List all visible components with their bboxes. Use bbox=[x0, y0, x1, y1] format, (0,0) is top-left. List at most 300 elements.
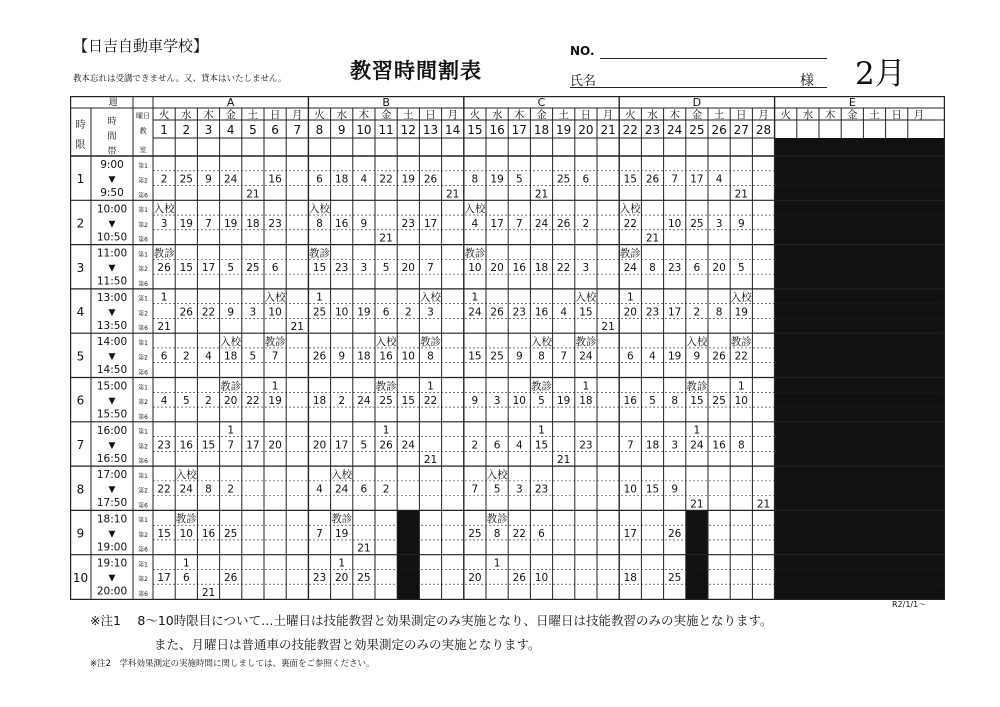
schedule-cell: 入校 bbox=[686, 335, 708, 348]
day-header: 日 bbox=[269, 109, 281, 121]
date-header: 3 bbox=[204, 123, 213, 137]
week-label: 週 bbox=[108, 98, 118, 108]
schedule-cell: 教診 bbox=[486, 513, 508, 526]
room-label: 第1 bbox=[138, 162, 148, 170]
schedule-cell: 教診 bbox=[264, 335, 286, 348]
schedule-cell: 24 bbox=[335, 483, 349, 496]
name-field-line bbox=[570, 87, 827, 88]
schedule-cell: 23 bbox=[335, 262, 349, 275]
room-label: 第2 bbox=[138, 177, 148, 185]
room-label: 第6 bbox=[138, 591, 148, 598]
schedule-cell: 5 bbox=[382, 262, 390, 275]
schedule-cell: 15 bbox=[401, 395, 415, 408]
schedule-cell: 1 bbox=[626, 291, 634, 304]
schedule-cell: 16 bbox=[623, 395, 637, 408]
room-label: 第1 bbox=[138, 428, 148, 436]
schedule-cell: 26 bbox=[712, 350, 726, 363]
schedule-cell: 17 bbox=[423, 217, 438, 230]
room-label: 第6 bbox=[138, 502, 148, 510]
day-header: 火 bbox=[469, 109, 481, 121]
day-header: 水 bbox=[491, 109, 503, 121]
schedule-cell: 8 bbox=[427, 350, 434, 363]
period-start-time: 19:10 bbox=[96, 557, 128, 570]
schedule-cell: 2 bbox=[182, 350, 190, 363]
schedule-cell: 10 bbox=[179, 527, 193, 540]
notice-text: 教本忘れは受講できません。又、貸本はいたしません。 bbox=[73, 74, 287, 84]
room-label: 第6 bbox=[138, 458, 148, 466]
schedule-cell: 9 bbox=[515, 350, 523, 363]
period-number: 8 bbox=[76, 482, 85, 497]
schedule-cell: 22 bbox=[623, 217, 637, 230]
day-header: 日 bbox=[580, 109, 592, 121]
schedule-cell: 入校 bbox=[375, 335, 397, 348]
schedule-cell: 2 bbox=[582, 217, 590, 230]
schedule-cell: 22 bbox=[157, 483, 171, 496]
schedule-cell: 10 bbox=[401, 350, 415, 363]
schedule-cell: 20 bbox=[623, 306, 637, 319]
time-arrow-icon: ▼ bbox=[108, 396, 116, 407]
week-label-C: C bbox=[537, 96, 546, 109]
schedule-cell: 19 bbox=[490, 173, 504, 186]
room-label: 第2 bbox=[138, 354, 148, 362]
schedule-cell: 18 bbox=[312, 395, 327, 408]
date-header: 13 bbox=[422, 123, 439, 137]
schedule-cell: 4 bbox=[316, 483, 323, 496]
day-header: 金 bbox=[380, 109, 392, 121]
schedule-cell: 25 bbox=[224, 527, 238, 540]
schedule-cell: 1 bbox=[316, 291, 323, 304]
period-header: 時 bbox=[75, 120, 86, 131]
schedule-cell: 17 bbox=[623, 527, 637, 540]
schedule-cell: 3 bbox=[360, 262, 368, 275]
schedule-cell: 教診 bbox=[619, 247, 641, 260]
period-number: 4 bbox=[76, 305, 85, 320]
schedule-cell: 21 bbox=[357, 542, 371, 555]
schedule-cell: 23 bbox=[157, 439, 171, 452]
schedule-cell: 10 bbox=[623, 483, 637, 496]
date-header: 9 bbox=[337, 123, 346, 137]
day-header: 火 bbox=[314, 109, 325, 121]
date-header: 4 bbox=[226, 123, 235, 137]
schedule-cell: 21 bbox=[645, 232, 660, 245]
schedule-cell: 2 bbox=[693, 306, 701, 319]
room-label: 第2 bbox=[138, 266, 148, 274]
schedule-cell: 16 bbox=[512, 262, 526, 275]
schedule-cell: 6 bbox=[271, 262, 279, 275]
schedule-cell: 26 bbox=[645, 173, 660, 186]
schedule-cell: 15 bbox=[534, 439, 549, 452]
schedule-cell: 6 bbox=[582, 173, 590, 186]
schedule-cell: 1 bbox=[227, 424, 235, 437]
room-label: 第6 bbox=[138, 369, 148, 377]
schedule-cell: 3 bbox=[671, 439, 679, 452]
period-end-time: 15:50 bbox=[96, 408, 128, 421]
day-header: 日 bbox=[736, 109, 747, 121]
week-label-D: D bbox=[692, 96, 702, 109]
schedule-cell: 24 bbox=[179, 483, 193, 496]
day-header: 土 bbox=[403, 109, 414, 121]
schedule-cell: 25 bbox=[312, 306, 327, 319]
schedule-cell: 17 bbox=[335, 439, 349, 452]
schedule-cell: 22 bbox=[557, 262, 571, 275]
schedule-cell: 19 bbox=[557, 395, 571, 408]
schedule-cell: 9 bbox=[205, 173, 212, 186]
schedule-cell: 10 bbox=[512, 395, 526, 408]
schedule-cell: 21 bbox=[423, 454, 438, 467]
schedule-cell: 6 bbox=[160, 350, 168, 363]
schedule-cell: 23 bbox=[668, 262, 682, 275]
period-end-time: 14:50 bbox=[96, 364, 128, 377]
schedule-cell: 入校 bbox=[486, 468, 508, 481]
period-start-time: 11:00 bbox=[96, 247, 128, 260]
schedule-cell: 3 bbox=[515, 483, 523, 496]
period-number: 5 bbox=[76, 349, 85, 364]
schedule-cell: 16 bbox=[712, 439, 726, 452]
schedule-cell: 21 bbox=[246, 188, 260, 201]
schedule-cell: 15 bbox=[623, 173, 637, 186]
schedule-cell: 教診 bbox=[686, 380, 708, 393]
schedule-cell: 24 bbox=[468, 306, 482, 319]
date-header: 28 bbox=[755, 123, 772, 137]
schedule-cell: 18 bbox=[623, 572, 637, 585]
schedule-cell: 1 bbox=[538, 424, 545, 437]
schedule-cell: 26 bbox=[557, 217, 571, 230]
schedule-cell: 23 bbox=[512, 306, 526, 319]
date-header: 25 bbox=[689, 123, 705, 137]
day-header: 土 bbox=[713, 109, 725, 121]
schedule-cell: 教診 bbox=[531, 380, 552, 393]
room-label: 第1 bbox=[138, 251, 148, 259]
schedule-cell: 8 bbox=[737, 439, 745, 452]
room-label: 第6 bbox=[138, 192, 148, 200]
day-header: 金 bbox=[225, 109, 236, 121]
schedule-cell: 入校 bbox=[575, 291, 597, 304]
schedule-cell: 19 bbox=[734, 306, 748, 319]
schedule-cell: 9 bbox=[693, 350, 701, 363]
day-header: 月 bbox=[758, 109, 769, 121]
period-start-time: 14:00 bbox=[96, 336, 128, 349]
schedule-cell: 入校 bbox=[309, 203, 330, 216]
day-header: 月 bbox=[292, 109, 303, 121]
schedule-cell: 7 bbox=[671, 173, 679, 186]
school-name: 【日吉自動車学校】 bbox=[73, 37, 209, 55]
schedule-cell: 7 bbox=[515, 217, 523, 230]
number-label: NO. bbox=[570, 44, 595, 58]
schedule-cell: 26 bbox=[490, 306, 504, 319]
schedule-cell: 10 bbox=[268, 306, 282, 319]
schedule-cell: 19 bbox=[224, 217, 238, 230]
schedule-cell: 3 bbox=[160, 217, 168, 230]
page-title: 教習時間割表 bbox=[350, 59, 482, 83]
schedule-cell: 6 bbox=[316, 173, 323, 186]
schedule-cell: 18 bbox=[246, 217, 260, 230]
schedule-cell: 16 bbox=[335, 217, 349, 230]
schedule-cell: 6 bbox=[493, 439, 501, 452]
schedule-cell: 9 bbox=[737, 217, 745, 230]
schedule-cell: 1 bbox=[493, 557, 501, 570]
schedule-cell: 22 bbox=[201, 306, 216, 319]
schedule-cell: 15 bbox=[179, 262, 193, 275]
schedule-cell: 16 bbox=[379, 350, 393, 363]
period-number: 2 bbox=[76, 216, 85, 231]
schedule-cell: 1 bbox=[182, 557, 190, 570]
schedule-cell: 21 bbox=[157, 321, 171, 334]
schedule-cell: 23 bbox=[645, 306, 660, 319]
schedule-cell: 23 bbox=[268, 217, 282, 230]
schedule-cell: 7 bbox=[271, 350, 279, 363]
note-1: ※注1 8～10時限目について…土曜日は技能教習と効果測定のみ実施となり、日曜日は技能教習のみの実施となります。 bbox=[90, 613, 773, 628]
schedule-cell: 25 bbox=[490, 350, 504, 363]
schedule-cell: 25 bbox=[246, 262, 260, 275]
schedule-cell: 26 bbox=[668, 527, 682, 540]
schedule-cell: 9 bbox=[227, 306, 235, 319]
schedule-cell: 22 bbox=[379, 173, 393, 186]
schedule-cell: 6 bbox=[382, 306, 390, 319]
period-number: 7 bbox=[76, 437, 85, 452]
date-header: 10 bbox=[356, 123, 372, 137]
schedule-cell: 8 bbox=[671, 395, 679, 408]
schedule-cell: 6 bbox=[693, 262, 701, 275]
schedule-cell: 1 bbox=[427, 380, 434, 393]
schedule-cell: 教診 bbox=[575, 335, 597, 348]
schedule-cell: 5 bbox=[360, 439, 368, 452]
schedule-cell: 6 bbox=[538, 527, 545, 540]
date-header: 21 bbox=[600, 123, 616, 137]
period-end-time: 13:50 bbox=[96, 319, 128, 332]
room-label: 第2 bbox=[138, 443, 148, 451]
schedule-cell: 17 bbox=[201, 262, 216, 275]
room-label: 第6 bbox=[138, 546, 148, 554]
schedule-cell: 26 bbox=[512, 572, 526, 585]
period-number: 9 bbox=[76, 526, 85, 541]
schedule-cell: 入校 bbox=[730, 291, 752, 304]
time-arrow-icon: ▼ bbox=[108, 307, 116, 318]
schedule-cell: 17 bbox=[490, 217, 504, 230]
schedule-cell: 7 bbox=[427, 262, 434, 275]
schedule-cell: 18 bbox=[645, 439, 660, 452]
schedule-cell: 1 bbox=[271, 380, 279, 393]
room-header-label: 教 bbox=[139, 127, 147, 135]
schedule-cell: 18 bbox=[357, 350, 371, 363]
name-label: 氏名 bbox=[570, 74, 597, 89]
day-header: 火 bbox=[625, 109, 636, 121]
schedule-cell: 18 bbox=[335, 173, 349, 186]
schedule-cell: 17 bbox=[668, 306, 682, 319]
schedule-cell: 教診 bbox=[420, 335, 441, 348]
schedule-cell: 5 bbox=[693, 527, 701, 540]
date-header: 1 bbox=[160, 123, 168, 137]
schedule-cell: 16 bbox=[534, 306, 549, 319]
schedule-cell: 18 bbox=[579, 395, 593, 408]
room-label: 第1 bbox=[138, 472, 148, 480]
date-header: 6 bbox=[271, 123, 279, 137]
room-label: 第2 bbox=[138, 487, 148, 495]
schedule-cell: 21 bbox=[201, 587, 216, 599]
period-number: 6 bbox=[76, 393, 85, 408]
day-header: 月 bbox=[447, 109, 458, 121]
schedule-cell: 21 bbox=[290, 321, 304, 334]
schedule-cell: 20 bbox=[335, 572, 349, 585]
schedule-cell: 26 bbox=[423, 173, 438, 186]
schedule-cell: 10 bbox=[335, 306, 349, 319]
schedule-cell: 3 bbox=[427, 306, 434, 319]
period-end-time: 20:00 bbox=[96, 585, 128, 598]
date-header: 12 bbox=[400, 123, 416, 137]
schedule-cell: 入校 bbox=[420, 291, 441, 304]
date-header: 16 bbox=[489, 123, 505, 137]
schedule-cell: 2 bbox=[471, 439, 479, 452]
schedule-cell: 25 bbox=[557, 173, 571, 186]
room-label: 第2 bbox=[138, 531, 148, 539]
period-number: 10 bbox=[72, 570, 89, 585]
schedule-cell: 20 bbox=[312, 439, 327, 452]
week-label-B: B bbox=[382, 96, 390, 109]
time-header: 帯 bbox=[107, 147, 117, 157]
day-header: 木 bbox=[669, 109, 680, 121]
schedule-cell: 21 bbox=[446, 188, 460, 201]
schedule-cell: 4 bbox=[360, 173, 368, 186]
schedule-cell: 1 bbox=[338, 557, 346, 570]
schedule-cell: 入校 bbox=[331, 468, 353, 481]
date-header: 22 bbox=[622, 123, 638, 137]
date-header: 20 bbox=[578, 123, 594, 137]
schedule-cell: 19 bbox=[668, 350, 682, 363]
schedule-cell: 8 bbox=[316, 217, 323, 230]
schedule-cell: 24 bbox=[224, 173, 238, 186]
schedule-cell: 18 bbox=[224, 350, 238, 363]
schedule-cell: 教診 bbox=[375, 380, 397, 393]
schedule-cell: 入校 bbox=[619, 203, 641, 216]
day-header: 土 bbox=[558, 109, 569, 121]
schedule-cell: 25 bbox=[379, 395, 393, 408]
period-start-time: 16:00 bbox=[96, 424, 128, 437]
schedule-cell: 6 bbox=[360, 483, 368, 496]
schedule-cell: 1 bbox=[160, 291, 168, 304]
schedule-cell: 1 bbox=[471, 291, 479, 304]
schedule-cell: 10 bbox=[734, 395, 748, 408]
schedule-cell: 20 bbox=[712, 262, 726, 275]
schedule-cell: 3 bbox=[493, 395, 501, 408]
schedule-cell: 25 bbox=[357, 572, 371, 585]
schedule-cell: 19 bbox=[268, 395, 282, 408]
schedule-cell: 16 bbox=[201, 527, 216, 540]
room-label: 第1 bbox=[138, 561, 148, 569]
day-header: 火 bbox=[780, 109, 791, 121]
timetable-grid bbox=[70, 96, 945, 600]
schedule-cell: 22 bbox=[512, 527, 526, 540]
schedule-cell: 8 bbox=[649, 262, 656, 275]
day-header: 木 bbox=[203, 109, 214, 121]
time-arrow-icon: ▼ bbox=[108, 175, 116, 185]
schedule-cell: 25 bbox=[179, 173, 193, 186]
schedule-cell: 20 bbox=[224, 395, 238, 408]
schedule-cell: 15 bbox=[645, 483, 660, 496]
schedule-cell: 2 bbox=[227, 483, 235, 496]
day-header: 水 bbox=[336, 109, 347, 121]
schedule-cell: 教診 bbox=[175, 513, 197, 526]
schedule-cell: 3 bbox=[715, 217, 723, 230]
schedule-cell: 5 bbox=[737, 262, 745, 275]
schedule-cell: 22 bbox=[246, 395, 260, 408]
schedule-cell: 教診 bbox=[730, 335, 752, 348]
period-start-time: 13:00 bbox=[96, 291, 128, 304]
schedule-cell: 入校 bbox=[153, 203, 175, 216]
room-label: 第1 bbox=[138, 295, 148, 303]
schedule-cell: 15 bbox=[468, 350, 482, 363]
schedule-cell: 5 bbox=[515, 173, 523, 186]
schedule-cell: 入校 bbox=[464, 203, 486, 216]
day-header-label: 曜日 bbox=[136, 112, 150, 120]
period-start-time: 9:00 bbox=[100, 159, 124, 171]
room-label: 第2 bbox=[138, 399, 148, 407]
period-start-time: 15:00 bbox=[96, 380, 128, 393]
schedule-cell: 23 bbox=[312, 572, 327, 585]
date-header: 15 bbox=[467, 123, 483, 137]
schedule-cell: 19 bbox=[357, 306, 371, 319]
schedule-cell: 4 bbox=[515, 439, 523, 452]
time-arrow-icon: ▼ bbox=[108, 485, 116, 496]
schedule-cell: 15 bbox=[157, 527, 171, 540]
schedule-cell: 17 bbox=[157, 572, 171, 585]
day-header: 水 bbox=[181, 109, 192, 121]
period-end-time: 19:00 bbox=[96, 541, 128, 554]
schedule-cell: 26 bbox=[157, 262, 171, 275]
schedule-cell: 6 bbox=[626, 350, 634, 363]
date-header: 7 bbox=[293, 123, 302, 137]
schedule-cell: 入校 bbox=[220, 335, 242, 348]
schedule-cell: 入校 bbox=[175, 468, 197, 481]
time-arrow-icon: ▼ bbox=[108, 440, 116, 451]
schedule-cell: 7 bbox=[316, 527, 323, 540]
schedule-cell: 入校 bbox=[264, 291, 286, 304]
date-header: 27 bbox=[733, 123, 749, 137]
schedule-cell: 17 bbox=[690, 173, 704, 186]
schedule-cell: 4 bbox=[693, 572, 701, 585]
schedule-cell: 4 bbox=[649, 350, 656, 363]
schedule-cell: 18 bbox=[534, 262, 549, 275]
schedule-cell: 21 bbox=[756, 498, 771, 511]
period-end-time: 17:50 bbox=[96, 497, 128, 510]
schedule-cell: 15 bbox=[201, 439, 216, 452]
time-arrow-icon: ▼ bbox=[108, 263, 116, 274]
room-label: 第1 bbox=[138, 207, 148, 215]
room-label: 第2 bbox=[138, 310, 148, 318]
schedule-cell: 21 bbox=[379, 232, 393, 245]
day-header: 金 bbox=[847, 109, 858, 121]
time-arrow-icon: ▼ bbox=[108, 219, 116, 230]
room-label: 第2 bbox=[138, 221, 148, 229]
schedule-cell: 2 bbox=[160, 173, 168, 186]
schedule-cell: 26 bbox=[179, 306, 193, 319]
version-label: R2/1/1～ bbox=[892, 600, 927, 609]
schedule-cell: 26 bbox=[312, 350, 327, 363]
schedule-cell: 10 bbox=[668, 217, 682, 230]
date-header: 14 bbox=[445, 123, 461, 137]
schedule-cell: 9 bbox=[671, 483, 679, 496]
room-label: 第1 bbox=[138, 517, 148, 525]
schedule-cell: 22 bbox=[734, 350, 748, 363]
schedule-cell: 21 bbox=[690, 498, 704, 511]
schedule-cell: 7 bbox=[205, 217, 212, 230]
period-start-time: 17:00 bbox=[96, 469, 128, 482]
period-header: 限 bbox=[75, 140, 86, 151]
schedule-cell: 4 bbox=[560, 306, 568, 319]
date-header: 26 bbox=[711, 123, 727, 137]
schedule-cell: 20 bbox=[401, 262, 415, 275]
day-header: 金 bbox=[691, 109, 703, 121]
period-start-time: 18:10 bbox=[96, 513, 128, 526]
schedule-cell: 15 bbox=[579, 306, 593, 319]
